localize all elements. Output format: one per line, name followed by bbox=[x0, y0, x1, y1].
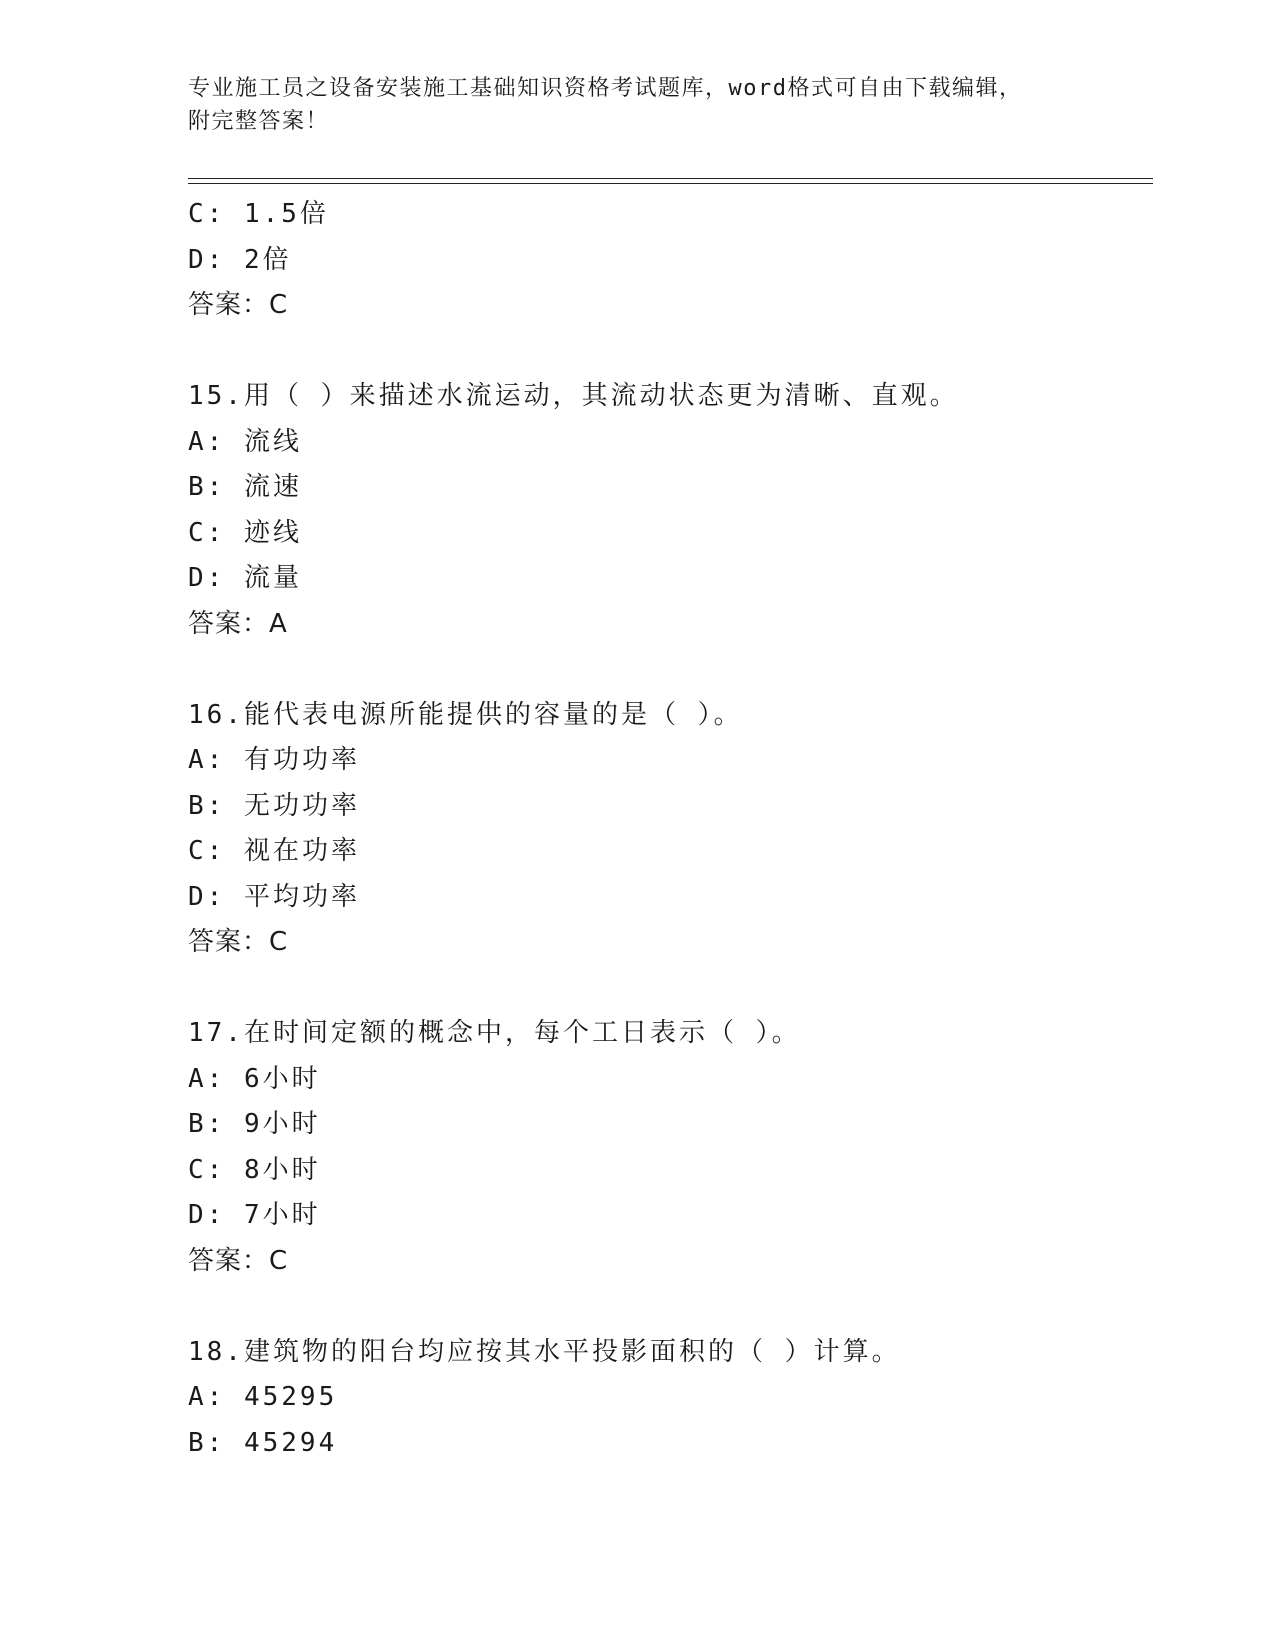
header-rule-bottom bbox=[188, 183, 1153, 184]
option-c: C: 视在功率 bbox=[188, 836, 360, 866]
header-line-1: 专业施工员之设备安装施工基础知识资格考试题库，word格式可自由下载编辑， bbox=[188, 76, 1023, 101]
option-b: B: 45294 bbox=[188, 1427, 338, 1458]
answer: 答案：A bbox=[188, 608, 288, 639]
question-text: 18.建筑物的阳台均应按其水平投影面积的（ ）计算。 bbox=[188, 1336, 901, 1367]
option-d: D: 平均功率 bbox=[188, 881, 360, 912]
option-c: C: 8小时 bbox=[188, 1154, 321, 1185]
question-16 bbox=[188, 693, 1148, 966]
option-d: D: 2倍 bbox=[188, 244, 292, 275]
header-rule-top bbox=[188, 178, 1153, 179]
answer: 答案：C bbox=[188, 290, 289, 320]
question-15 bbox=[188, 374, 1148, 647]
question-17 bbox=[188, 1011, 1148, 1284]
header-line-2: 附完整答案！ bbox=[188, 109, 330, 134]
option-a: A: 流线 bbox=[188, 426, 302, 457]
answer: 答案：C bbox=[188, 927, 289, 957]
option-b: B: 9小时 bbox=[188, 1109, 321, 1139]
option-a: A: 6小时 bbox=[188, 1063, 321, 1094]
option-a: A: 有功功率 bbox=[188, 745, 360, 775]
document-header bbox=[188, 72, 1088, 138]
option-c: C: 迹线 bbox=[188, 517, 302, 548]
question-text: 16.能代表电源所能提供的容量的是（ ）。 bbox=[188, 699, 743, 730]
question-list bbox=[188, 192, 1148, 1466]
option-b: B: 无功功率 bbox=[188, 790, 360, 821]
option-c: C: 1.5倍 bbox=[188, 199, 329, 229]
question-18 bbox=[188, 1330, 1148, 1467]
question-text: 15.用（ ）来描述水流运动，其流动状态更为清晰、直观。 bbox=[188, 381, 959, 411]
answer: 答案：C bbox=[188, 1245, 289, 1276]
option-b: B: 流速 bbox=[188, 472, 302, 502]
option-d: D: 流量 bbox=[188, 563, 302, 593]
question-text: 17.在时间定额的概念中，每个工日表示（ ）。 bbox=[188, 1018, 801, 1048]
option-a: A: 45295 bbox=[188, 1382, 338, 1412]
partial-question bbox=[188, 192, 1148, 329]
option-d: D: 7小时 bbox=[188, 1200, 321, 1230]
